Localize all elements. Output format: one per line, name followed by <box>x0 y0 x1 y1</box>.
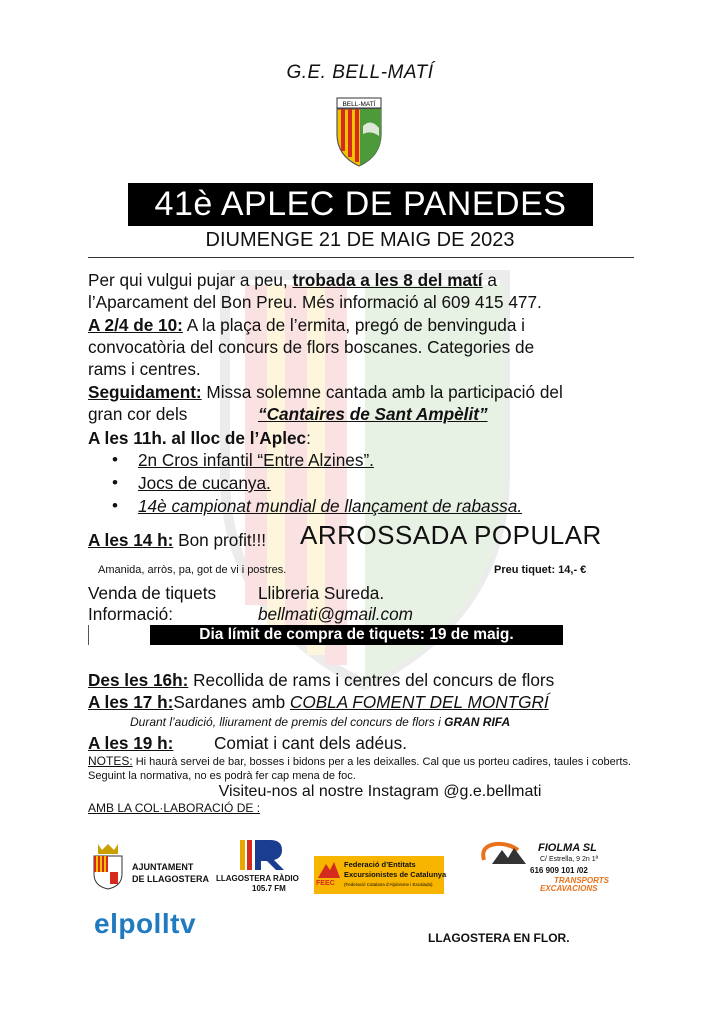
intro-text: Per qui vulgui pujar a peu, <box>88 270 293 290</box>
schedule-item-lunch <box>88 530 266 550</box>
activity-item: 2n Cros infantil “Entre Alzines”. <box>138 450 374 470</box>
schedule-text: Sardanes amb <box>173 692 290 712</box>
awards-text: Durant l’audició, lliurament de premis del concurs de flors i <box>130 715 445 729</box>
collaboration-label: AMB LA COL·LABORACIÓ DE : <box>88 801 261 815</box>
meeting-time: trobada a les 8 del matí <box>292 270 483 290</box>
schedule-text: Bon profit!!! <box>173 530 267 550</box>
fiolma-name: FIOLMA SL <box>538 842 597 854</box>
schedule-time: Seguidament: <box>88 382 202 402</box>
activity-bullet-icon: • <box>112 496 118 515</box>
raffle-label: GRAN RIFA <box>444 715 511 729</box>
notes-text: Hi haurà servei de bar, bosses i bidons per a les deixalles. Cal que us porteu cadires, taules i coberts. <box>132 756 631 768</box>
tickets-label: Venda de tiquets <box>88 583 217 603</box>
crest-label: BELL-MATÍ <box>342 101 376 108</box>
schedule-item-2-cont <box>88 404 187 424</box>
tickets-place: Llibreria Sureda. <box>258 583 385 603</box>
ticket-price: Preu tiquet: 14,- € <box>494 564 587 576</box>
fiolma-tag-1: TRANSPORTS <box>554 876 609 885</box>
feec-abbr: FEEC <box>316 880 335 887</box>
schedule-text: Recollida de rams i centres del concurs de flors <box>188 670 555 690</box>
intro-line-1 <box>88 270 497 290</box>
deadline-marker <box>88 625 89 645</box>
ticket-deadline: Dia límit de compra de tiquets: 19 de maig. <box>150 625 563 645</box>
schedule-text: Missa solemne cantada amb la participació del <box>201 382 563 402</box>
activity-bullet-icon: • <box>112 450 118 469</box>
schedule-time: A 2/4 de 10: <box>88 315 183 335</box>
fiolma-phone: 616 909 101 /02 <box>530 866 588 875</box>
fiolma-address: C/ Estrella, 9 2n 1ª <box>540 856 599 863</box>
schedule-item-1-cont2: rams i centres. <box>88 359 201 379</box>
intro-text-end: a <box>482 270 497 290</box>
schedule-text: gran cor dels <box>88 404 188 424</box>
club-name: G.E. BELL-MATÍ <box>286 62 434 83</box>
lunch-menu: Amanida, arròs, pa, got de vi i postres. <box>98 564 287 576</box>
feec-name-3: (Federació Catalana d’Alpinisme i Escalada) <box>344 882 433 887</box>
schedule-time: A les 11h. al lloc de l’Aplec <box>88 428 307 448</box>
notes-line-2: Seguint la normativa, no es podrà fer cap mena de foc. <box>88 770 356 782</box>
info-label: Informació: <box>88 604 174 624</box>
notes-label: NOTES: <box>88 754 133 768</box>
schedule-time: A les 14 h: <box>88 530 174 550</box>
band-name: COBLA FOMENT DEL MONTGRÍ <box>289 692 549 712</box>
fiolma-logo-icon <box>478 840 538 870</box>
lunch-event: ARROSSADA POPULAR <box>300 520 602 550</box>
schedule-item-6 <box>88 733 173 753</box>
choir-name: “Cantaires de Sant Ampèlit” <box>258 404 488 424</box>
feec-logo <box>314 856 447 894</box>
instagram-line: Visiteu-nos al nostre Instagram @g.e.bellmati <box>218 783 542 800</box>
ajuntament-name-2: DE LLAGOSTERA <box>132 874 210 884</box>
schedule-item-1 <box>88 315 525 335</box>
event-date: DIUMENGE 21 DE MAIG DE 2023 <box>205 229 515 251</box>
radio-frequency: 105.7 FM <box>252 884 286 893</box>
activity-item: 14è campionat mundial de llançament de rabassa. <box>138 496 523 516</box>
intro-line-2: l’Aparcament del Bon Preu. Més informació al 609 415 477. <box>88 292 542 312</box>
activity-bullet-icon: • <box>112 473 118 492</box>
ajuntament-shield-icon <box>92 842 124 890</box>
elpolltv-logo: elpolltv <box>94 908 197 939</box>
fiolma-tag-2: EXCAVACIONS <box>540 884 598 893</box>
schedule-text: A la plaça de l’ermita, pregó de benvinguda i <box>182 315 525 335</box>
schedule-time: Des les 16h: <box>88 670 189 690</box>
divider <box>88 257 634 258</box>
notes-line-1 <box>88 754 631 769</box>
feec-name-1: Federació d’Entitats <box>344 860 416 869</box>
schedule-item-5 <box>88 692 549 712</box>
radio-logo-icon <box>238 838 288 872</box>
awards-note <box>130 715 510 729</box>
feec-name-2: Excursionistes de Catalunya <box>344 870 447 879</box>
schedule-item-4 <box>88 670 554 690</box>
club-crest-icon <box>333 96 385 168</box>
farewell-text: Comiat i cant dels adéus. <box>214 733 407 753</box>
schedule-item-2 <box>88 382 563 402</box>
radio-name: LLAGOSTERA RÀDIO <box>216 874 299 883</box>
schedule-time: A les 19 h: <box>88 733 174 753</box>
info-email[interactable]: bellmati@gmail.com <box>258 604 413 624</box>
activity-item: Jocs de cucanya. <box>138 473 271 493</box>
ajuntament-name-1: AJUNTAMENT <box>132 862 194 872</box>
event-title: 41è APLEC DE PANEDES <box>128 183 593 226</box>
footer-text: LLAGOSTERA EN FLOR. <box>428 931 570 945</box>
schedule-item-3 <box>88 428 311 448</box>
schedule-colon: : <box>306 428 311 448</box>
feec-mountain-icon <box>318 860 340 878</box>
schedule-item-1-cont: convocatòria del concurs de flors boscanes. Categories de <box>88 337 535 357</box>
schedule-time: A les 17 h: <box>88 692 174 712</box>
